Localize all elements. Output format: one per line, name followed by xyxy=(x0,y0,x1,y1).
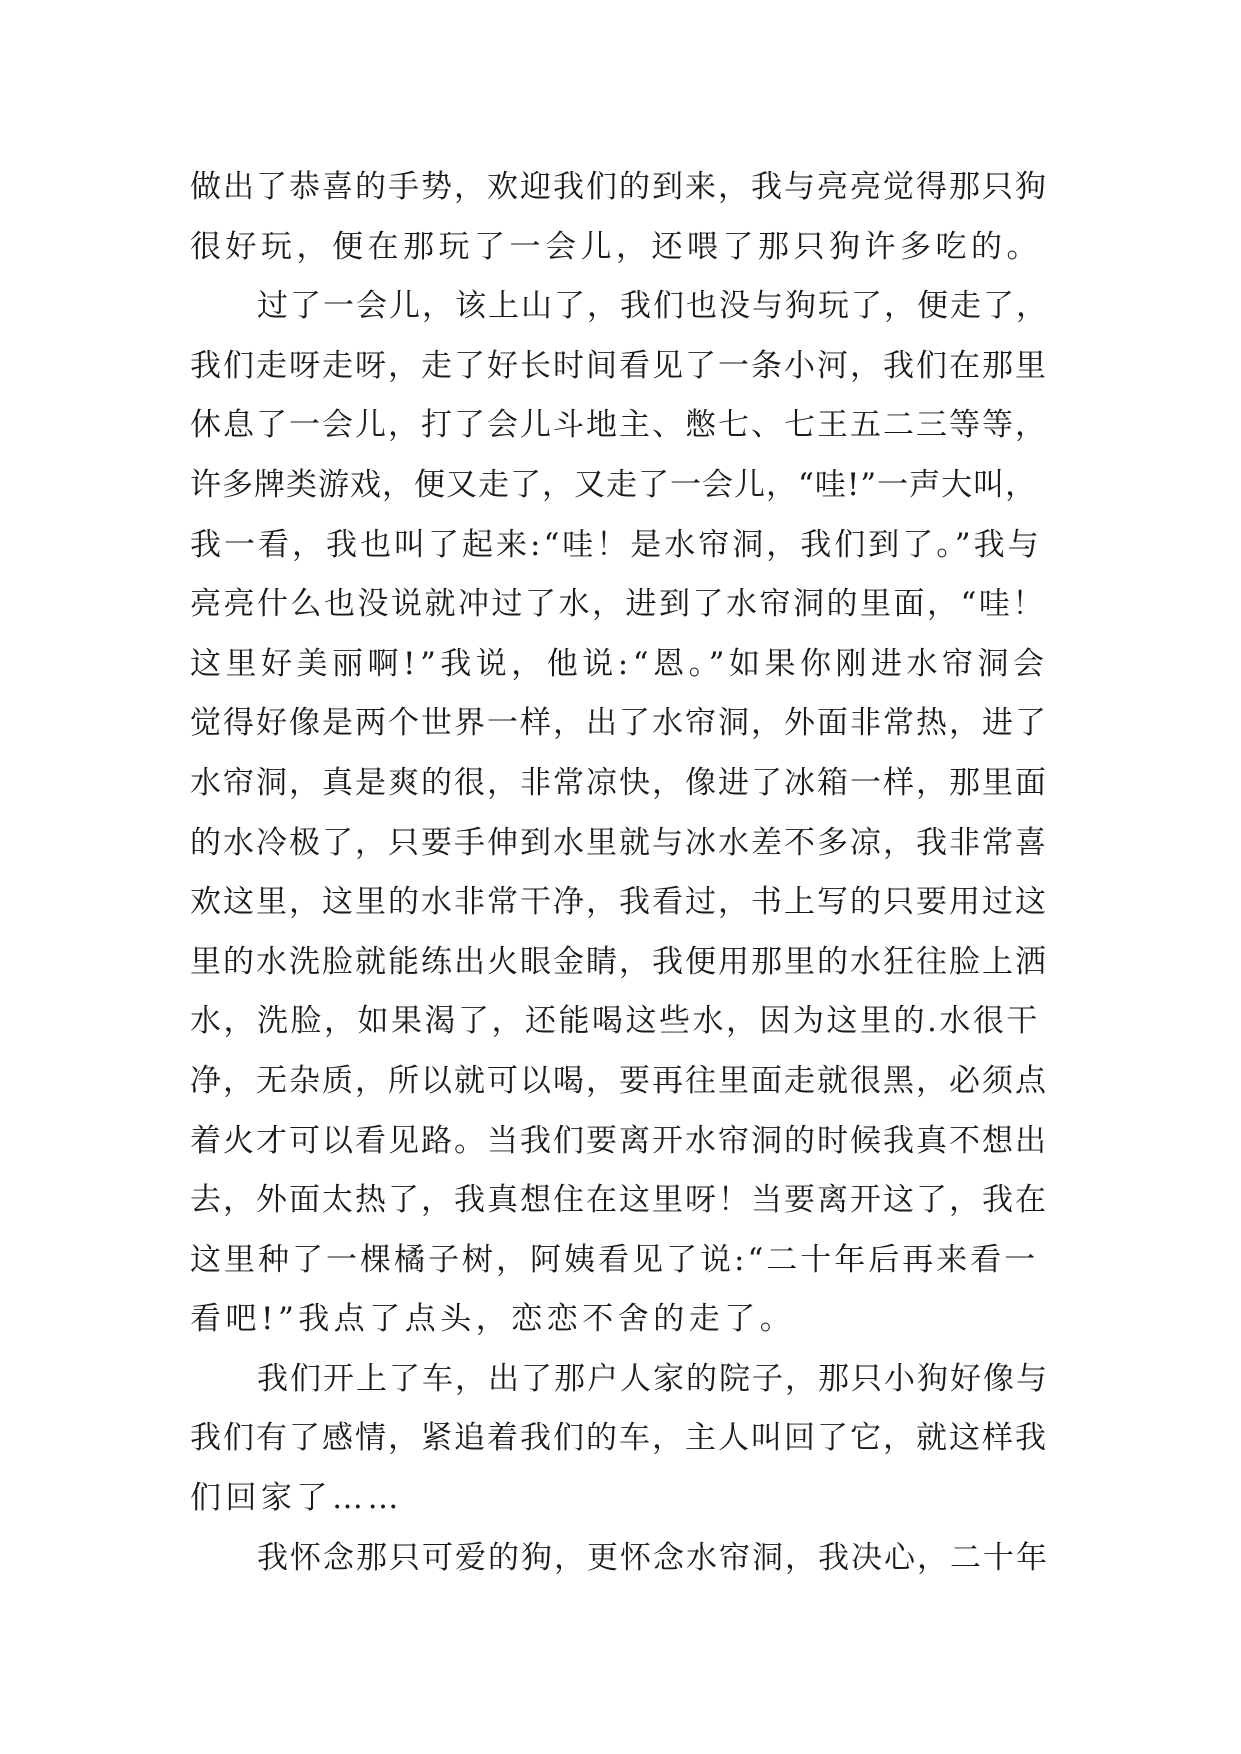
text-line-24: 我怀念那只可爱的狗，更怀念水帘洞，我决心，二十年 xyxy=(257,1539,1049,1576)
text-line-1: 做出了恭喜的手势，欢迎我们的到来，我与亮亮觉得那只狗 xyxy=(190,169,1048,205)
text-line-17: 着火才可以看见路。当我们要离开水帘洞的时候我真不想出 xyxy=(190,1122,1048,1159)
body-text xyxy=(190,158,1050,1588)
text-line-10: 觉得好像是两个世界一样，出了水帘洞，外面非常热，进了 xyxy=(190,705,1048,742)
text-line-21: 我们开上了车，出了那户人家的院子，那只小狗好像与 xyxy=(257,1360,1049,1397)
text-line-4: 我们走呀走呀，走了好长时间看见了一条小河，我们在那里 xyxy=(190,347,1048,384)
text-line-16: 净，无杂质，所以就可以喝，要再往里面走就很黑，必须点 xyxy=(190,1062,1048,1099)
text-line-6: 许多牌类游戏，便又走了，又走了一会儿，“哇!”一声大叫， xyxy=(190,466,1038,503)
text-line-8: 亮亮什么也没说就冲过了水，进到了水帘洞的里面，“哇！ xyxy=(190,586,1046,623)
text-line-20: 看吧!”我点了点头，恋恋不舍的走了。 xyxy=(190,1301,796,1338)
text-line-2: 很好玩，便在那玩了一会儿，还喂了那只狗许多吃的。 xyxy=(190,228,1042,265)
text-line-15: 水，洗脸，如果渴了，还能喝这些水，因为这里的.水很干 xyxy=(190,1003,1040,1040)
text-line-19: 这里种了一棵橘子树，阿姨看见了说:“二十年后再来看一 xyxy=(190,1241,1039,1278)
text-line-18: 去，外面太热了，我真想住在这里呀！当要离开这了，我在 xyxy=(190,1182,1048,1219)
text-line-23: 们回家了…… xyxy=(190,1480,403,1517)
text-line-9: 这里好美丽啊!”我说，他说:“恩。”如果你刚进水帘洞会 xyxy=(190,645,1049,682)
text-line-5: 休息了一会儿，打了会儿斗地主、憋七、七王五二三等等， xyxy=(190,407,1048,444)
text-line-14: 里的水洗脸就能练出火眼金睛，我便用那里的水狂往脸上洒 xyxy=(190,943,1048,980)
text-line-12: 的水冷极了，只要手伸到水里就与冰水差不多凉，我非常喜 xyxy=(190,824,1048,861)
text-line-11: 水帘洞，真是爽的很，非常凉快，像进了冰箱一样，那里面 xyxy=(190,764,1048,801)
text-line-7: 我一看，我也叫了起来:“哇！是水帘洞，我们到了。”我与 xyxy=(190,526,1042,563)
text-line-22: 我们有了感情，紧追着我们的车，主人叫回了它，就这样我 xyxy=(190,1420,1048,1457)
text-line-13: 欢这里，这里的水非常干净，我看过，书上写的只要用过这 xyxy=(190,884,1048,921)
text-line-3: 过了一会儿，该上山了，我们也没与狗玩了，便走了， xyxy=(257,288,1049,325)
